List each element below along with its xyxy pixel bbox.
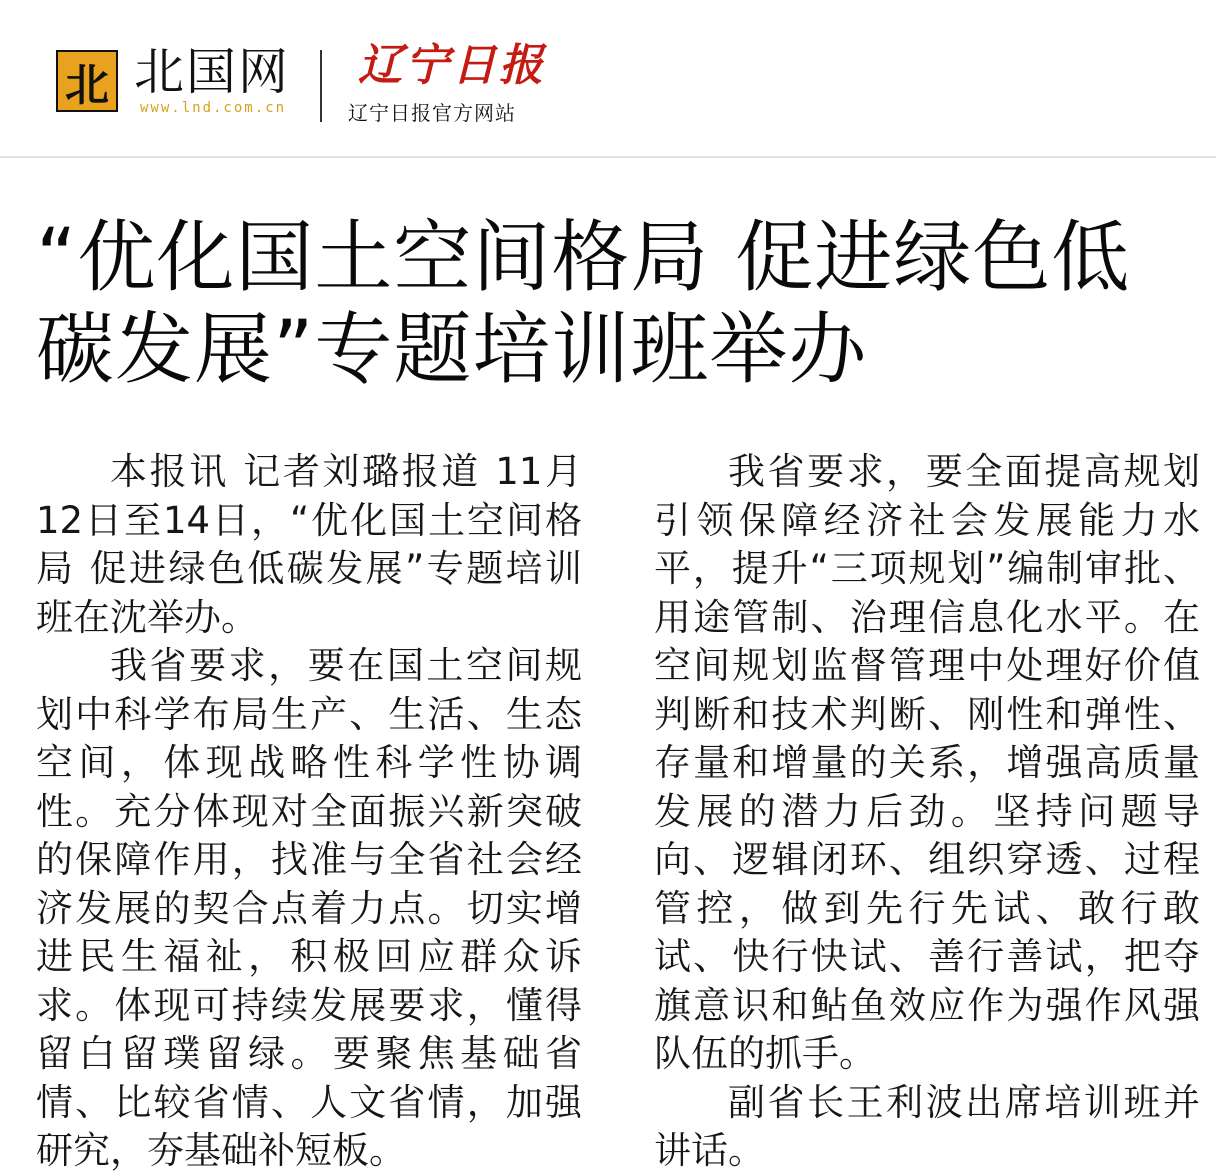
site-name[interactable]: 北国网 [134,43,290,101]
paper-subtitle: 辽宁日报官方网站 [348,101,516,125]
site-header [0,0,1216,158]
article-headline: “优化国土空间格局 促进绿色低碳发展”专题培训班举办 [36,213,1131,395]
logo-char: 北 [65,60,109,111]
article-paragraph: 我省要求，要在国土空间规划中科学布局生产、生活、生态空间，体现战略性科学性协调性。充分体现对全面振兴新突破的保障作用，找准与全省社会经济发展的契合点着力点。切实增进民生福祉，积极回应群众诉求。体现可持续发展要求，懂得留白留璞留绿。要聚焦基础省情、比较省情、人文省情，加强研究，夯基础补短板。 [36,644,582,1172]
site-url[interactable]: www.lnd.com.cn [140,100,287,116]
paper-name-logo[interactable]: 辽宁日报 [358,40,546,91]
article-column-left [36,448,582,1176]
header-rule [0,156,1216,158]
header-divider [320,50,322,122]
article-paragraph: 副省长王利波出席培训班并讲话。 [654,1080,1200,1172]
article-paragraph: 我省要求，要全面提高规划引领保障经济社会发展能力水平，提升“三项规划”编制审批、用途管制、治理信息化水平。在空间规划监督管理中处理好价值判断和技术判断、刚性和弹性、存量和增量的关系，增强高质量发展的潜力后劲。坚持问题导向、逻辑闭环、组织穿透、过程管控，做到先行先试、敢行敢试、快行快试、善行善试，把夺旗意识和鲇鱼效应作为强作风强队伍的抓手。 [654,450,1200,1075]
site-logo-icon[interactable] [56,50,118,112]
article-paragraph: 本报讯 记者刘璐报道 11月12日至14日，“优化国土空间格局 促进绿色低碳发展”专题培训班在沈举办。 [36,450,582,639]
article-column-right [654,448,1200,1176]
